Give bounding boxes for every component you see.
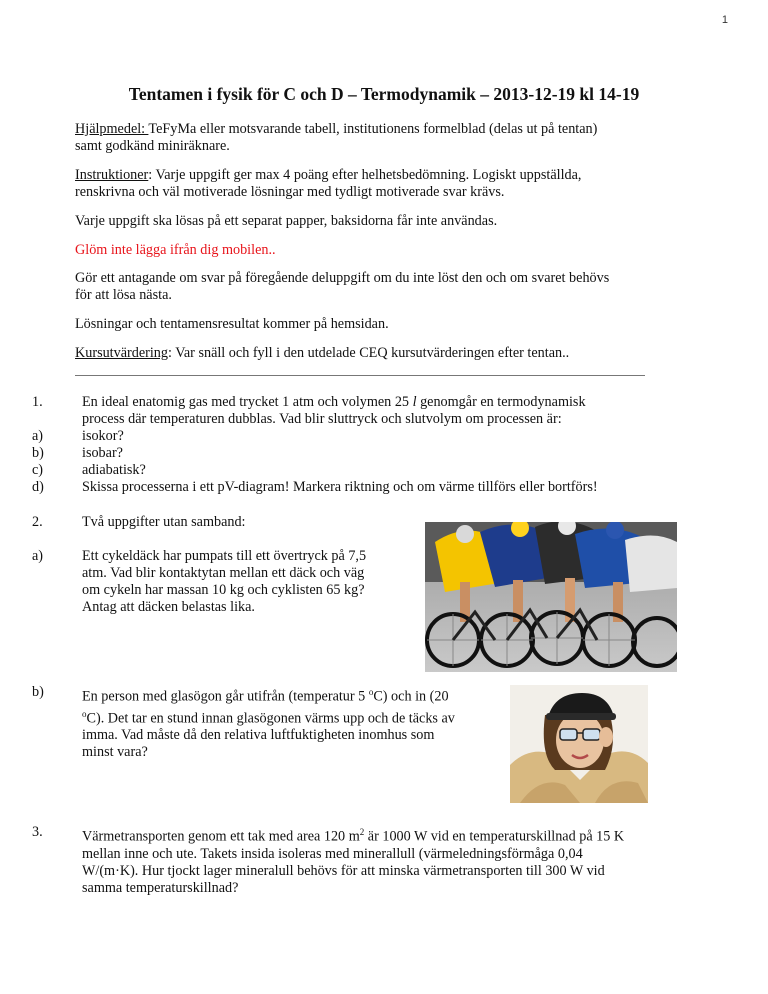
q3-line1-end: är 1000 W vid en temperaturskillnad på 15 K — [364, 828, 625, 845]
q2a-line: atm. Vad blir kontaktytan mellan ett däck och väg — [82, 565, 365, 581]
instructions-label: Instruktioner — [75, 167, 149, 183]
aids-paragraph — [75, 121, 675, 155]
q2b-label: b) — [32, 684, 44, 700]
q1-item-text: Skissa processerna i ett pV-diagram! Markera riktning och om värme tillförs eller bortförs! — [82, 479, 598, 495]
degree-sup: o — [82, 708, 87, 719]
instructions-paragraph — [75, 167, 675, 201]
q1-item-label: b) — [32, 445, 44, 461]
assumption-paragraph — [75, 270, 675, 304]
aids-text-line2: samt godkänd miniräknare. — [75, 138, 230, 154]
q2a-label: a) — [32, 548, 44, 564]
q2b-line1-start: En person med glasögon går utifrån (temperatur 5 — [82, 688, 369, 705]
q1-item-text: isobar? — [82, 445, 123, 461]
glasses-person-photo — [510, 685, 648, 803]
course-evaluation-paragraph — [75, 345, 675, 362]
assumption-line1: Gör ett antagande om svar på föregående deluppgift om du inte löst den och om svaret behövs — [75, 270, 610, 286]
q2b-line1-end: C) och in (20 — [373, 688, 449, 705]
course-evaluation-label: Kursutvärdering — [75, 345, 168, 361]
question-3-number: 3. — [32, 824, 43, 840]
question-2-number: 2. — [32, 514, 43, 530]
phone-reminder: Glöm inte lägga ifrån dig mobilen.. — [75, 242, 276, 258]
q3-line3: W/(m·K). Hur tjockt lager mineralull behövs för att minska värmetransporten till 300 W vid — [82, 862, 605, 879]
q1-item-label: a) — [32, 428, 44, 444]
q3-line4: samma temperaturskillnad? — [82, 879, 239, 896]
q1-unit-liter: l — [412, 394, 417, 410]
question-3-text — [82, 824, 705, 897]
squared-sup: 2 — [359, 827, 365, 837]
q1-line1-start: En ideal enatomig gas med trycket 1 atm och volymen 25 — [82, 394, 413, 410]
q3-line1-start: Värmetransporten genom ett tak med area 120 m — [82, 828, 360, 845]
q1-line2: process där temperaturen dubblas. Vad blir sluttryck och slutvolym om processen är: — [82, 411, 562, 427]
q2a-text — [82, 548, 412, 616]
assumption-line2: för att lösa nästa. — [75, 287, 172, 303]
question-1-number: 1. — [32, 394, 43, 410]
q2a-line: Ett cykeldäck har pumpats till ett övertryck på 7,5 — [82, 548, 367, 564]
aids-text-line1: TeFyMa eller motsvarande tabell, institutionens formelblad (delas ut på tentan) — [148, 121, 598, 137]
q3-line2: mellan inne och ute. Takets insida isoleras med minerallull (värmeledningsförmåga 0,04 — [82, 845, 583, 862]
aids-label: Hjälpmedel: — [75, 121, 149, 137]
q2a-line: om cykeln har massan 10 kg och cyklisten 65 kg? — [82, 582, 365, 598]
solutions-note: Lösningar och tentamensresultat kommer på hemsidan. — [75, 316, 389, 332]
question-1-text — [82, 394, 682, 428]
q1-item-label: d) — [32, 479, 44, 495]
q2b-line4: minst vara? — [82, 744, 148, 761]
instructions-text-line1: : Varje uppgift ger max 4 poäng efter helhetsbedömning. Logiskt uppställda, — [148, 167, 582, 183]
question-2-intro: Två uppgifter utan samband: — [82, 514, 246, 530]
q2b-line3: imma. Vad måste då den relativa luftfuktigheten inomhus som — [82, 727, 435, 744]
q1-item-text: isokor? — [82, 428, 124, 444]
q1-line1-end: genomgår en termodynamisk — [416, 394, 586, 410]
degree-sup: o — [368, 687, 374, 697]
q1-item-label: c) — [32, 462, 44, 478]
header-divider — [75, 375, 645, 376]
instructions-text-line2: renskrivna och väl motiverade lösningar med tydligt motiverade svar krävs. — [75, 184, 505, 200]
q2a-line: Antag att däcken belastas lika. — [82, 599, 255, 615]
q2b-line2: C). Det tar en stund innan glasögonen värms upp och de täcks av — [86, 710, 455, 727]
page-number: 1 — [721, 14, 728, 26]
q1-item-text: adiabatisk? — [82, 462, 146, 478]
exam-title: Tentamen i fysik för C och D – Termodynamik – 2013-12-19 kl 14-19 — [128, 84, 640, 104]
cyclists-photo — [425, 522, 677, 672]
separate-paper-note: Varje uppgift ska lösas på ett separat papper, baksidorna får inte användas. — [75, 213, 498, 229]
course-evaluation-text: : Var snäll och fyll i den utdelade CEQ kursutvärderingen efter tentan.. — [167, 345, 570, 361]
q2b-text — [82, 684, 462, 761]
